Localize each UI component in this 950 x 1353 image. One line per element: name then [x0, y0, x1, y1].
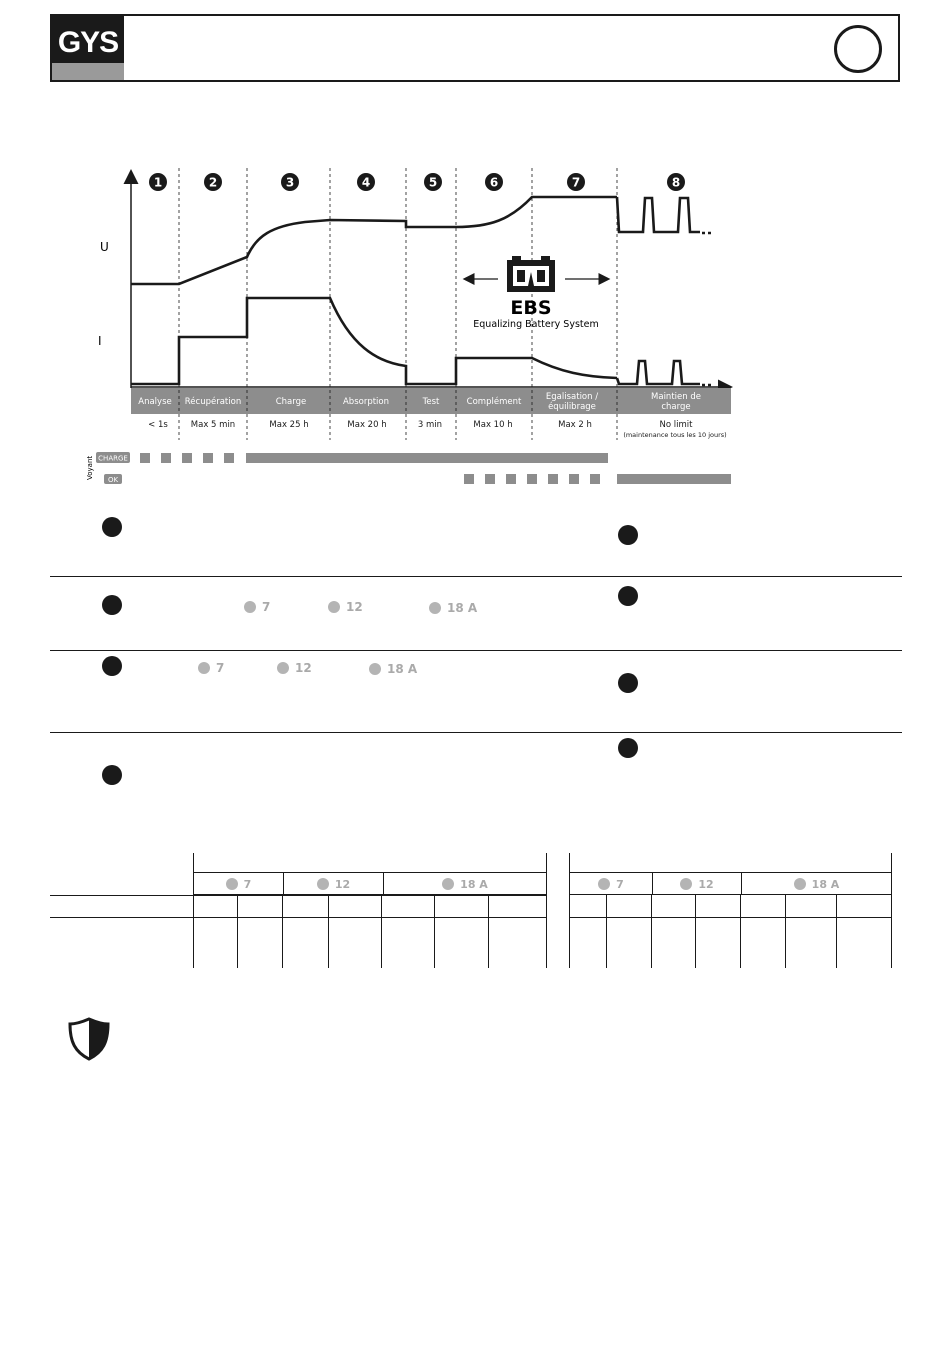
- step-2: 2: [208, 175, 218, 190]
- table-right-col-label: 18 A: [811, 877, 840, 891]
- table-left-col-label: 7: [243, 877, 252, 891]
- led-dot-icon: [369, 663, 381, 675]
- led-dot-icon: [328, 601, 340, 613]
- step-6: 6: [489, 175, 499, 190]
- maintenance-note: (maintenance tous les 10 jours): [623, 431, 727, 439]
- table-right-header: [569, 873, 892, 895]
- led-dot-icon: [680, 878, 692, 890]
- table-right-col-label: 7: [616, 877, 624, 891]
- phase-test: Test: [422, 397, 440, 407]
- table-right-col-line: [785, 895, 786, 968]
- ebs-title: EBS: [510, 297, 552, 319]
- step-4: 4: [361, 175, 371, 190]
- step-8: 8: [671, 175, 681, 190]
- led-dot-icon: [198, 662, 210, 674]
- section-bullet-left-1: [102, 517, 122, 537]
- current-maintenance-pulses: [617, 361, 700, 384]
- led-dot-icon: [794, 878, 806, 890]
- table-right-col-12: [653, 873, 742, 894]
- table-right-col-line: [651, 895, 652, 968]
- section-bullet-right-1: [618, 525, 638, 545]
- duration-6: Max 10 h: [473, 420, 513, 430]
- duration-5: 3 min: [417, 420, 443, 430]
- ebs-battery-icon: [465, 256, 608, 292]
- table-left-col-line: [488, 895, 489, 968]
- table-left-col-line: [237, 895, 238, 968]
- table-right-col-18a: [742, 873, 891, 894]
- table-left-header: [193, 873, 547, 895]
- led-ok-label: OK: [107, 476, 119, 484]
- duration-2: Max 5 min: [190, 420, 236, 430]
- divider-1: [50, 576, 902, 577]
- phase-recuperation: Récupération: [184, 397, 242, 407]
- mode-chip-7: [244, 600, 270, 614]
- led-dot-icon: [244, 601, 256, 613]
- phase-analyse: Analyse: [138, 397, 172, 407]
- mode-chip-label: 12: [295, 661, 312, 675]
- table-left-row-rule: [50, 895, 547, 896]
- section-bullet-right-4: [618, 738, 638, 758]
- ebs-subtitle: Equalizing Battery System: [473, 319, 599, 330]
- mode-chip-12: [277, 661, 312, 675]
- table-right-col-7: [570, 873, 653, 894]
- table-right-col-line: [740, 895, 741, 968]
- table-left-row-rule: [50, 917, 547, 918]
- step-7: 7: [571, 175, 581, 190]
- step-5: 5: [428, 175, 438, 190]
- table-right-col-line: [836, 895, 837, 968]
- axis-label-u: U: [100, 240, 109, 254]
- duration-3: Max 25 h: [269, 420, 309, 430]
- led-charge-label: CHARGE: [98, 454, 128, 463]
- logo-strip: [52, 63, 124, 80]
- table-left-col-line: [546, 895, 547, 968]
- page-header: [50, 14, 900, 82]
- mode-chip-18a: [369, 662, 417, 676]
- duration-1: < 1s: [148, 420, 168, 430]
- table-right-col-line: [569, 895, 570, 968]
- step-1: 1: [153, 175, 163, 190]
- table-left-col-line: [282, 895, 283, 968]
- voltage-maintenance-pulses: [617, 197, 700, 232]
- table-right-col-line: [695, 895, 696, 968]
- divider-3: [50, 732, 902, 733]
- table-left-col-label: 12: [334, 877, 351, 891]
- table-left-col-12: [284, 873, 384, 894]
- mode-chip-label: 18 A: [387, 662, 418, 676]
- led-dot-icon: [277, 662, 289, 674]
- table-left-col-label: 18 A: [460, 877, 488, 891]
- section-bullet-left-3: [102, 656, 122, 676]
- language-circle-icon: [834, 25, 882, 73]
- duration-8: No limit: [659, 420, 693, 430]
- led-dot-icon: [442, 878, 454, 890]
- section-bullet-right-2: [618, 586, 638, 606]
- table-left-top-tick: [193, 853, 194, 873]
- mode-chip-7: [198, 661, 224, 675]
- charge-curve-diagram: [0, 160, 950, 490]
- duration-4: Max 20 h: [347, 420, 387, 430]
- table-left-col-line: [328, 895, 329, 968]
- table-left-col-line: [434, 895, 435, 968]
- phase-durations: [148, 420, 727, 439]
- step-3: 3: [285, 175, 295, 190]
- step-markers: [149, 173, 685, 191]
- led-dot-icon: [598, 878, 610, 890]
- phase-egalisation: Egalisation / équilibrage: [545, 392, 599, 412]
- phase-maintien: Maintien de charge: [651, 392, 701, 412]
- divider-2: [50, 650, 902, 651]
- table-right-row-rule: [569, 917, 892, 918]
- section-bullet-left-4: [102, 765, 122, 785]
- duration-7: Max 2 h: [558, 420, 592, 430]
- table-left-col-line: [193, 895, 194, 968]
- axis-label-i: I: [98, 334, 102, 348]
- section-bullet-right-3: [618, 673, 638, 693]
- phase-absorption: Absorption: [342, 397, 390, 407]
- table-left-top-tick: [546, 853, 547, 873]
- table-right-col-label: 12: [698, 877, 714, 891]
- mode-chip-label: 18 A: [447, 601, 478, 615]
- shield-icon: [66, 1016, 112, 1062]
- mode-chip-12: [328, 600, 363, 614]
- table-right-col-line: [606, 895, 607, 968]
- led-dot-icon: [226, 878, 238, 890]
- table-left-col-18a: [384, 873, 546, 894]
- gys-logo: [52, 16, 124, 80]
- led-dot-icon: [429, 602, 441, 614]
- phase-complement: Complément: [466, 397, 522, 407]
- section-bullet-left-2: [102, 595, 122, 615]
- table-right-top-tick: [891, 853, 892, 873]
- mode-chip-18a: [429, 601, 477, 615]
- mode-chip-label: 7: [216, 661, 225, 675]
- led-dot-icon: [317, 878, 329, 890]
- phase-charge: Charge: [275, 397, 307, 407]
- voyant-label: Voyant: [86, 455, 94, 480]
- table-left-col-line: [381, 895, 382, 968]
- table-left-col-7: [194, 873, 284, 894]
- led-ok-timeline: [464, 474, 731, 484]
- mode-chip-label: 7: [262, 600, 271, 614]
- led-charge-timeline: [140, 453, 608, 463]
- mode-chip-label: 12: [346, 600, 363, 614]
- table-right-col-line: [891, 895, 892, 968]
- logo-text: GYS: [57, 26, 119, 59]
- table-right-top-tick: [569, 853, 570, 873]
